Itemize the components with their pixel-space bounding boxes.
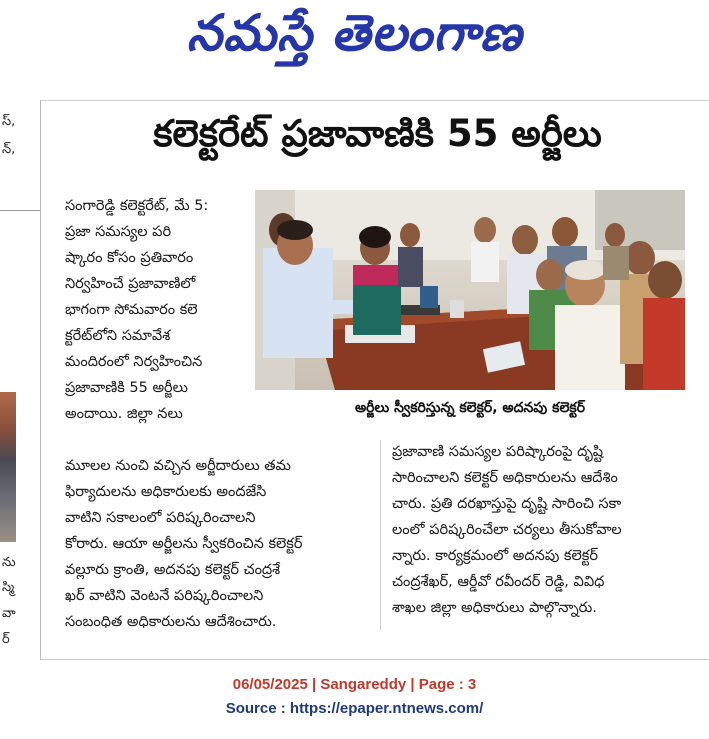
article-body-column-2 <box>392 439 685 621</box>
newspaper-logo: నమస్తే తెలంగాణ <box>186 4 523 62</box>
body-line: చారు. ప్రతి దరఖాస్తుపై దృష్టి సారించి సకా <box>392 496 622 512</box>
adjacent-photo-fragment <box>0 392 16 542</box>
article-headline: కలెక్టరేట్ ప్రజావాణికి 55 అర్జీలు <box>153 112 602 155</box>
frame-bottom-rule <box>40 659 709 660</box>
body-line: ప్రజా సమస్యల పరి <box>65 224 172 240</box>
strip-fragment: న్, <box>2 142 16 157</box>
column-divider <box>380 440 381 630</box>
body-line: సారించాలని కలెక్టర్ అధికారులను ఆదేశిం <box>392 470 618 486</box>
body-line: వాటిని సకాలంలో పరిష్కరించాలని <box>65 510 256 526</box>
body-line: అందాయి. జిల్లా నలు <box>65 406 183 422</box>
source-link[interactable]: Source : https://epaper.ntnews.com/ <box>225 700 484 717</box>
frame-top-rule <box>40 100 709 101</box>
article-photo <box>255 190 685 390</box>
strip-fragment: ర్ <box>2 632 10 647</box>
body-line: సంగారెడ్డి కలెక్టరేట్, మే 5: <box>65 198 209 214</box>
frame-left-rule <box>40 100 41 660</box>
body-line: న్నారు. కార్యక్రమంలో అదనపు కలెక్టర్ <box>392 548 598 564</box>
article-body-column-1-continued <box>65 453 370 635</box>
body-line: కోరారు. ఆయా అర్జీలను స్వీకరించిన కలెక్టర్ <box>65 536 303 552</box>
body-line: శాఖల జిల్లా అధికారులు పాల్గొన్నారు. <box>392 600 597 616</box>
body-line: ప్రజావాణికి 55 అర్జీలు <box>65 380 188 396</box>
body-line: మూలల నుంచి వచ్చిన అర్జీదారులు తమ <box>65 458 291 474</box>
strip-fragment: స్మి <box>2 580 15 595</box>
body-line: వల్లూరు క్రాంతి, అదనపు కలెక్టర్ చంద్రశే <box>65 562 281 578</box>
body-line: చంద్రశేఖర్, ఆర్డీవో రవీందర్ రెడ్డి, వివిధ <box>392 574 605 590</box>
adjacent-article-strip <box>0 100 40 660</box>
body-line: సంబంధిత అధికారులను ఆదేశించారు. <box>65 614 277 630</box>
body-line: ఖర్ వాటిని వెంటనే పరిష్కరించాలని <box>65 588 264 604</box>
masthead <box>0 0 709 78</box>
strip-fragment: వా <box>2 606 16 621</box>
body-line: భాగంగా సోమవారం కలె <box>65 302 198 318</box>
body-line: ష్కారం కోసం ప్రతివారం <box>65 250 194 266</box>
body-line: నిర్వహించే ప్రజావాణిలో <box>65 276 196 292</box>
edition-info: 06/05/2025 | Sangareddy | Page : 3 <box>232 676 477 693</box>
body-line: ఫిర్యాదులను అధికారులకు అందజేసి <box>65 484 267 500</box>
body-line: ప్రజావాణి సమస్యల పరిష్కారంపై దృష్టి <box>392 444 604 460</box>
body-line: మందిరంలో నిర్వహించిన <box>65 354 203 370</box>
body-line: లంలో పరిష్కరించేలా చర్యలు తీసుకోవాల <box>392 522 622 538</box>
strip-fragment: స్, <box>2 114 16 129</box>
strip-divider <box>0 210 40 211</box>
photo-caption: అర్జీలు స్వీకరిస్తున్న కలెక్టర్, అదనపు కలెక్టర్ <box>354 400 585 416</box>
photo-illustration <box>255 190 685 390</box>
strip-fragment: ను <box>2 555 16 570</box>
body-line: క్టరేట్‌లోని సమావేశ <box>65 328 171 344</box>
article-body-column-1 <box>65 193 247 427</box>
